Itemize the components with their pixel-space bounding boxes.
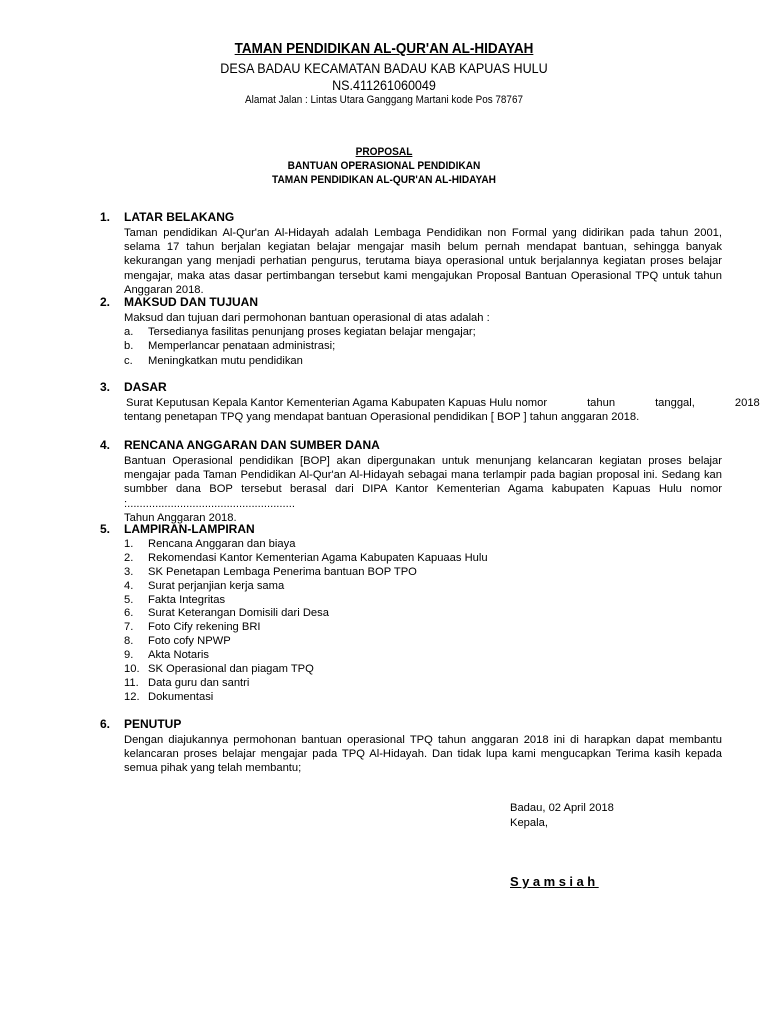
list-text: Rencana Anggaran dan biaya [148,538,296,550]
section-penutup [100,717,722,776]
list-text: Foto Cify rekening BRI [148,621,261,634]
section-heading [100,295,722,311]
list-marker: 4. [124,579,134,592]
list-marker: 10. [124,663,140,676]
section-paragraph: Dengan diajukannya permohonan bantuan operasional TPQ tahun anggaran 2018 ini di harapkan dapat membantu kelancaran proses belajar mengajar pada TPQ Al-Hidayah. Dan tidak lupa kami mengucapkan Terima kasih kepada semua pihak yang telah membantu; [124,734,722,775]
list-item [124,552,722,566]
list-item [124,635,722,649]
institution-title: TAMAN PENDIDIKAN AL-QUR'AN AL-HIDAYAH [234,40,534,57]
section-intro: Maksud dan tujuan dari permohonan bantuan operasional di atas adalah : [124,312,490,324]
list-text: Surat perjanjian kerja sama [148,579,285,592]
list-marker: 7. [124,621,134,634]
section-heading [100,210,722,226]
section-number: 5. [100,522,111,536]
list-item [124,607,722,621]
section-heading [100,717,722,733]
section-number: 1. [100,210,111,224]
section-title: DASAR [124,380,167,394]
section-dasar [100,380,760,424]
list-text: Tersedianya fasilitas penunjang proses kegiatan belajar mengajar; [148,326,476,339]
proposal-subject: BANTUAN OPERASIONAL PENDIDIKAN [287,160,481,172]
section-heading [100,522,722,538]
list-text: Rekomendasi Kantor Kementerian Agama Kabupaten Kapuaas Hulu [148,551,488,564]
section-title: LATAR BELAKANG [124,210,235,224]
list-marker: 12. [124,690,140,703]
list-marker: 1. [124,538,134,550]
institution-address: Alamat Jalan : Lintas Utara Ganggang Martani kode Pos 78767 [245,94,523,106]
list-item [124,325,722,339]
list-text: Dokumentasi [148,690,214,703]
list-marker: 8. [124,635,134,648]
list-item [124,621,722,635]
signature-role: Kepala, [510,817,548,829]
list-item [124,691,722,705]
purpose-list [124,325,722,368]
list-marker: 9. [124,649,134,662]
list-item [124,354,722,368]
list-item [124,594,722,608]
list-marker: c. [124,354,133,367]
section-heading [100,438,722,454]
list-text: Surat Keterangan Domisili dari Desa [148,607,329,620]
section-number: 2. [100,295,111,309]
decree-date-label: tanggal, [655,397,695,409]
list-marker: 11. [124,676,139,689]
list-item [124,580,722,594]
section-title: PENUTUP [124,717,182,731]
section-maksud-tujuan [100,295,722,368]
attachment-list [124,538,722,705]
list-text: Memperlancar penataan administrasi; [148,340,336,353]
decree-line [124,396,760,410]
section-latar-belakang [100,210,722,297]
list-text: Meningkatkan mutu pendidikan [148,354,303,367]
section-title: LAMPIRAN-LAMPIRAN [124,522,255,536]
list-item [124,538,722,552]
decree-subject: tentang penetapan TPQ yang mendapat bantuan Operasional pendidikan [ BOP ] tahun anggaran 2018. [124,411,640,424]
section-title: MAKSUD DAN TUJUAN [124,295,258,309]
list-text: SK Penetapan Lembaga Penerima bantuan BOP TPO [148,565,417,578]
list-text: Foto cofy NPWP [148,635,231,648]
signatory-name: Syamsiah [510,874,599,889]
list-item [124,649,722,663]
signature-place-date: Badau, 02 April 2018 [510,802,614,814]
proposal-label: PROPOSAL [355,146,413,158]
section-number: 4. [100,438,111,452]
section-body [124,311,722,325]
section-number: 3. [100,380,111,394]
list-marker: 5. [124,593,134,606]
institution-location: DESA BADAU KECAMATAN BADAU KAB KAPUAS HULU [220,61,548,76]
list-marker: 6. [124,607,134,620]
list-text: Fakta Integritas [148,593,226,606]
list-text: Data guru dan santri [148,676,250,689]
list-marker: 2. [124,551,134,564]
section-title: RENCANA ANGGARAN DAN SUMBER DANA [124,438,380,452]
list-item [124,663,722,677]
section-paragraph: Bantuan Operasional pendidikan [BOP] akan dipergunakan untuk menunjang kelancaran kegiatan proses belajar mengajar pada Taman Pendidikan Al-Qur'an Al-Hidayah sebagai mana terlampir pada bagian proposal ini. Sedang kan sumbber dana BOP tersebut berasal dari DIPA Kantor Kementerian Agama kabupaten Kapuas Hulu nomor :...................................................... [124,455,722,510]
section-lampiran [100,522,722,705]
list-item [124,677,722,691]
list-marker: 3. [124,565,134,578]
list-text: Akta Notaris [148,649,209,662]
list-item [124,339,722,353]
section-rencana-anggaran [100,438,722,525]
section-paragraph: Taman pendidikan Al-Qur'an Al-Hidayah adalah Lembaga Pendidikan non Formal yang didirikan pada tahun 2001, selama 17 tahun berjalan kegiatan belajar mengajar masih belum pernah mendapat bantuan, sehingga banyak kekurangan yang menjadi perhatian pengurus, terutama biaya operasional untuk berjalannya kegiatan proses belajar mengajar, maka atas dasar pertimbangan tersebut kami mengajukan Proposal Bantuan Operasional TPQ untuk tahun Anggaran 2018. [124,227,722,296]
section-body [124,396,760,424]
list-marker: b. [124,340,134,353]
decree-year-label: tahun [587,397,616,409]
list-text: SK Operasional dan piagam TPQ [148,663,314,676]
institution-ns-number: NS.411261060049 [332,78,436,93]
section-number: 6. [100,717,111,731]
list-item [124,566,722,580]
decree-text: Surat Keputusan Kepala Kantor Kementerian Agama Kabupaten Kapuas Hulu nomor [126,397,548,409]
section-paragraph-end: Tahun Anggaran 2018. [124,511,237,524]
list-marker: a. [124,326,134,339]
section-heading [100,380,722,396]
decree-year-value: 2018 [734,397,760,409]
proposal-institution: TAMAN PENDIDIKAN AL-QUR'AN AL-HIDAYAH [272,174,496,186]
